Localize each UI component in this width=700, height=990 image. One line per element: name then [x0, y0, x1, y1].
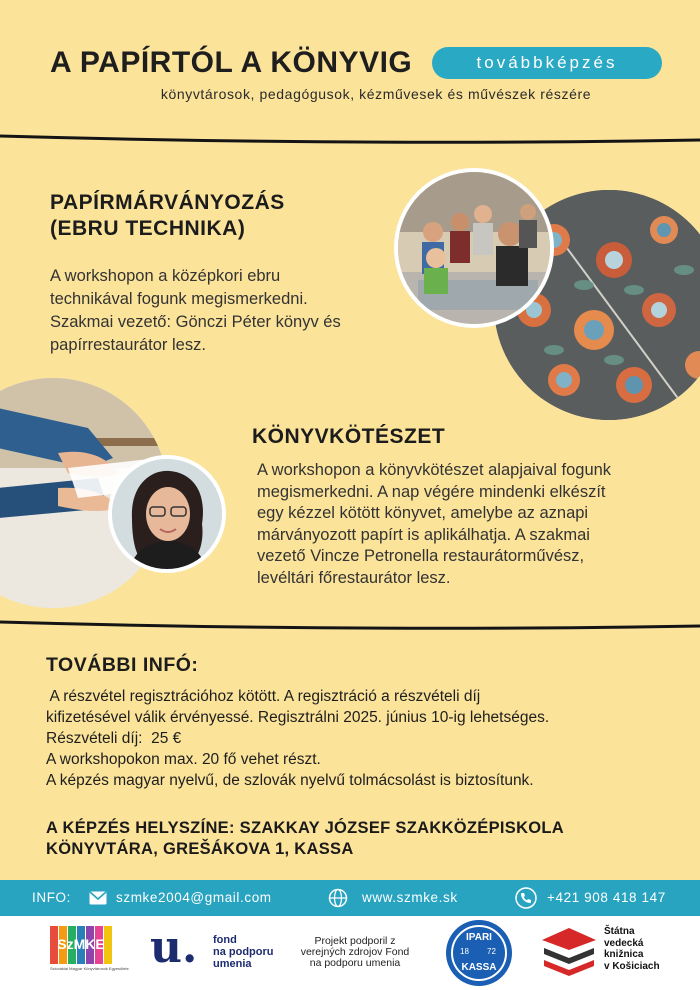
email-icon	[89, 891, 107, 905]
info-line: kifizetésével válik érvényessé. Regisztrálni 2025. június 10-ig lehetséges.	[46, 709, 550, 726]
marbling-text-line: Szakmai vezető: Gönczi Péter könyv és	[50, 313, 341, 331]
ipari-year-right: 72	[487, 947, 496, 956]
marbling-text-line: papírrestaurátor lesz.	[50, 336, 206, 354]
instructor-portrait-photo	[108, 455, 226, 573]
divider-middle	[0, 606, 700, 646]
bookbinding-text-line: levéltári főrestaurátor lesz.	[257, 568, 451, 587]
workshop-group-photo	[394, 168, 554, 328]
bookbinding-text-line: márványozott papírt is aplikálhatja. A szakmai	[257, 525, 590, 544]
marbling-heading-line2: (EBRU TECHNIKA)	[50, 217, 246, 240]
website-link[interactable]: www.szmke.sk	[362, 890, 458, 905]
bookbinding-text-line: A workshopon a könyvkötészet alapjaival fogunk	[257, 461, 612, 479]
project-line: Projekt podporil z	[314, 935, 396, 947]
info-line: Részvételi díj: 25 €	[46, 730, 182, 747]
library-line: vedecká	[604, 937, 644, 949]
venue-line2: KÖNYVTÁRA, GREŠÁKOVA 1, KASSA	[46, 840, 354, 858]
marbling-text-line: technikával fogunk megismerkedni.	[50, 290, 308, 308]
project-line: na podporu umenia	[309, 957, 401, 969]
ipari-kassa-logo	[446, 920, 512, 986]
phone-link[interactable]: +421 908 418 147	[547, 890, 666, 905]
library-line: v Košiciach	[604, 960, 660, 972]
marbling-heading-line1: PAPÍRMÁRVÁNYOZÁS	[50, 191, 285, 214]
divider-top	[0, 116, 700, 156]
bookbinding-text-line: megismerkedni. A nap végére mindenki elkészít	[257, 482, 606, 501]
fond-line: na podporu	[213, 946, 274, 958]
info-line: A workshopokon max. 20 fő vehet részt.	[46, 751, 321, 768]
section-marbling-heading	[50, 190, 285, 242]
audience-subtitle: könyvtárosok, pedagógusok, kézművesek és művészek részére	[160, 86, 592, 102]
info-line: A részvétel regisztrációhoz kötött. A regisztráció a részvételi díj	[46, 688, 481, 705]
library-line: Štátna	[604, 926, 635, 937]
fond-line: fond	[213, 934, 237, 946]
venue-line1: A KÉPZÉS HELYSZÍNE: SZAKKAY JÓZSEF SZAKKÖZÉPISKOLA	[46, 819, 565, 837]
bookbinding-description	[257, 460, 687, 589]
globe-icon	[328, 888, 348, 908]
ipari-bottom: KASSA	[461, 962, 497, 973]
section-bookbinding-heading: KÖNYVKÖTÉSZET	[252, 425, 446, 448]
library-logo-icon	[540, 926, 598, 976]
contact-bar	[0, 880, 700, 916]
library-line: knižnica	[604, 949, 644, 960]
project-line: verejných zdrojov Fond	[300, 946, 410, 958]
email-link[interactable]: szmke2004@gmail.com	[116, 890, 272, 905]
marbling-text-line: A workshopon a középkori ebru	[50, 267, 281, 285]
info-heading: TOVÁBBI INFÓ:	[46, 654, 199, 676]
library-logo-text	[604, 926, 660, 972]
page-title: A PAPÍRTÓL A KÖNYVIG	[50, 46, 413, 79]
phone-icon	[515, 887, 537, 909]
sponsor-logos	[0, 916, 700, 990]
szmke-logo	[50, 926, 129, 972]
training-badge: továbbképzés	[432, 47, 662, 79]
marbling-description	[50, 265, 410, 357]
ipari-year-left: 18	[460, 947, 469, 956]
fond-logo-text	[213, 934, 274, 970]
szmke-caption: Szlovákiai Magyar Könyvtárosok Egyesülete	[50, 966, 129, 971]
szmke-mark: SzMKE	[57, 936, 105, 952]
fond-line: umenia	[213, 958, 252, 970]
project-support-text	[290, 936, 420, 969]
info-line: A képzés magyar nyelvű, de szlovák nyelvű tolmácsolást is biztosítunk.	[46, 772, 534, 789]
fond-logo-mark: u.	[150, 922, 198, 973]
info-label: INFO:	[32, 890, 71, 905]
ipari-top: IPARI	[466, 932, 492, 943]
bookbinding-text-line: vezető Vincze Petronella restaurátorművész,	[257, 547, 585, 565]
bookbinding-text-line: egy kézzel kötött könyvet, amelybe az aznapi	[257, 504, 589, 522]
info-details	[46, 686, 676, 791]
venue-block	[46, 818, 564, 860]
